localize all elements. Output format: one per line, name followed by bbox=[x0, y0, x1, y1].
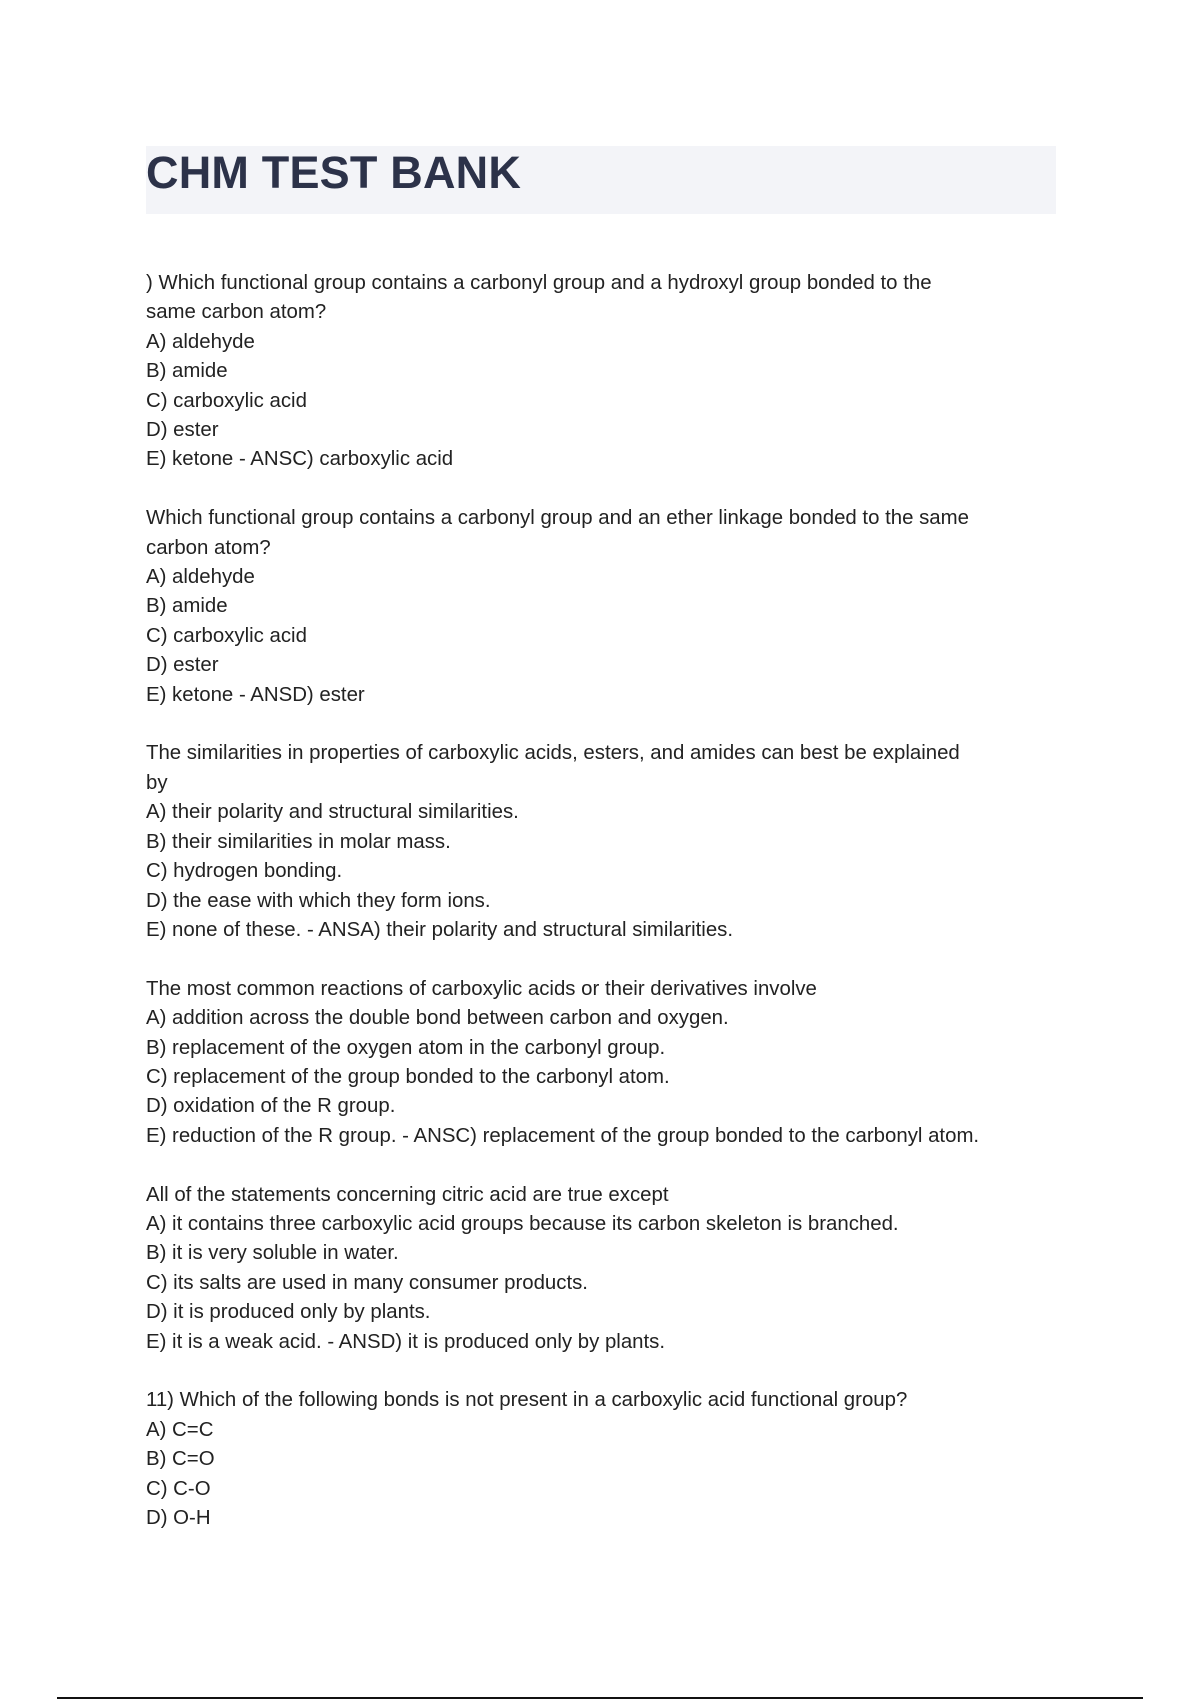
answer-option: D) oxidation of the R group. bbox=[146, 1095, 396, 1118]
answer-option: D) it is produced only by plants. bbox=[146, 1301, 431, 1324]
answer-option: B) amide bbox=[146, 595, 228, 618]
answer-option: C) C-O bbox=[146, 1477, 211, 1500]
question-6 bbox=[146, 1386, 1066, 1533]
answer-option-with-key: E) ketone - ANSC) carboxylic acid bbox=[146, 448, 454, 471]
question-list bbox=[146, 269, 1066, 1563]
answer-option: C) replacement of the group bonded to the carbonyl atom. bbox=[146, 1065, 670, 1088]
question-stem-line: The most common reactions of carboxylic acids or their derivatives involve bbox=[146, 977, 817, 1000]
answer-option-with-key: E) none of these. - ANSA) their polarity and structural similarities. bbox=[146, 918, 734, 941]
answer-option: C) carboxylic acid bbox=[146, 389, 307, 412]
answer-option: D) ester bbox=[146, 654, 219, 677]
question-3 bbox=[146, 739, 1066, 945]
answer-option: B) their similarities in molar mass. bbox=[146, 830, 451, 853]
answer-option: A) C=C bbox=[146, 1418, 214, 1441]
answer-option: C) its salts are used in many consumer products. bbox=[146, 1271, 588, 1294]
page-title: CHM TEST BANK bbox=[146, 147, 522, 198]
question-1 bbox=[146, 269, 1066, 475]
question-5 bbox=[146, 1181, 1066, 1357]
answer-option: B) replacement of the oxygen atom in the carbonyl group. bbox=[146, 1036, 666, 1059]
answer-option: B) it is very soluble in water. bbox=[146, 1242, 399, 1265]
answer-option: D) ester bbox=[146, 419, 219, 442]
answer-option: C) hydrogen bonding. bbox=[146, 860, 343, 883]
answer-option-with-key: E) it is a weak acid. - ANSD) it is produced only by plants. bbox=[146, 1330, 666, 1353]
answer-option: A) their polarity and structural similarities. bbox=[146, 801, 519, 824]
footer-rule bbox=[57, 1697, 1143, 1699]
question-4 bbox=[146, 975, 1066, 1151]
answer-option: A) it contains three carboxylic acid groups because its carbon skeleton is branched. bbox=[146, 1212, 899, 1235]
question-stem-line: 11) Which of the following bonds is not present in a carboxylic acid functional group? bbox=[146, 1389, 908, 1412]
answer-option: D) O-H bbox=[146, 1506, 211, 1529]
question-stem-line: The similarities in properties of carboxylic acids, esters, and amides can best be explained bbox=[146, 742, 960, 765]
answer-option-with-key: E) ketone - ANSD) ester bbox=[146, 683, 365, 706]
answer-option-with-key: E) reduction of the R group. - ANSC) replacement of the group bonded to the carbonyl atom. bbox=[146, 1124, 980, 1147]
answer-option: B) C=O bbox=[146, 1448, 215, 1471]
question-2 bbox=[146, 504, 1066, 710]
answer-option: C) carboxylic acid bbox=[146, 624, 307, 647]
question-stem-line: All of the statements concerning citric acid are true except bbox=[146, 1183, 669, 1206]
question-stem-line: Which functional group contains a carbonyl group and an ether linkage bonded to the same bbox=[146, 507, 969, 530]
question-stem-line: by bbox=[146, 771, 168, 794]
answer-option: A) addition across the double bond between carbon and oxygen. bbox=[146, 1007, 729, 1030]
answer-option: B) amide bbox=[146, 360, 228, 383]
answer-option: A) aldehyde bbox=[146, 330, 255, 353]
question-stem-line: same carbon atom? bbox=[146, 301, 327, 324]
answer-option: D) the ease with which they form ions. bbox=[146, 889, 491, 912]
answer-option: A) aldehyde bbox=[146, 566, 255, 589]
question-stem-line: ) Which functional group contains a carbonyl group and a hydroxyl group bonded to the bbox=[146, 272, 932, 294]
question-stem-line: carbon atom? bbox=[146, 536, 271, 559]
